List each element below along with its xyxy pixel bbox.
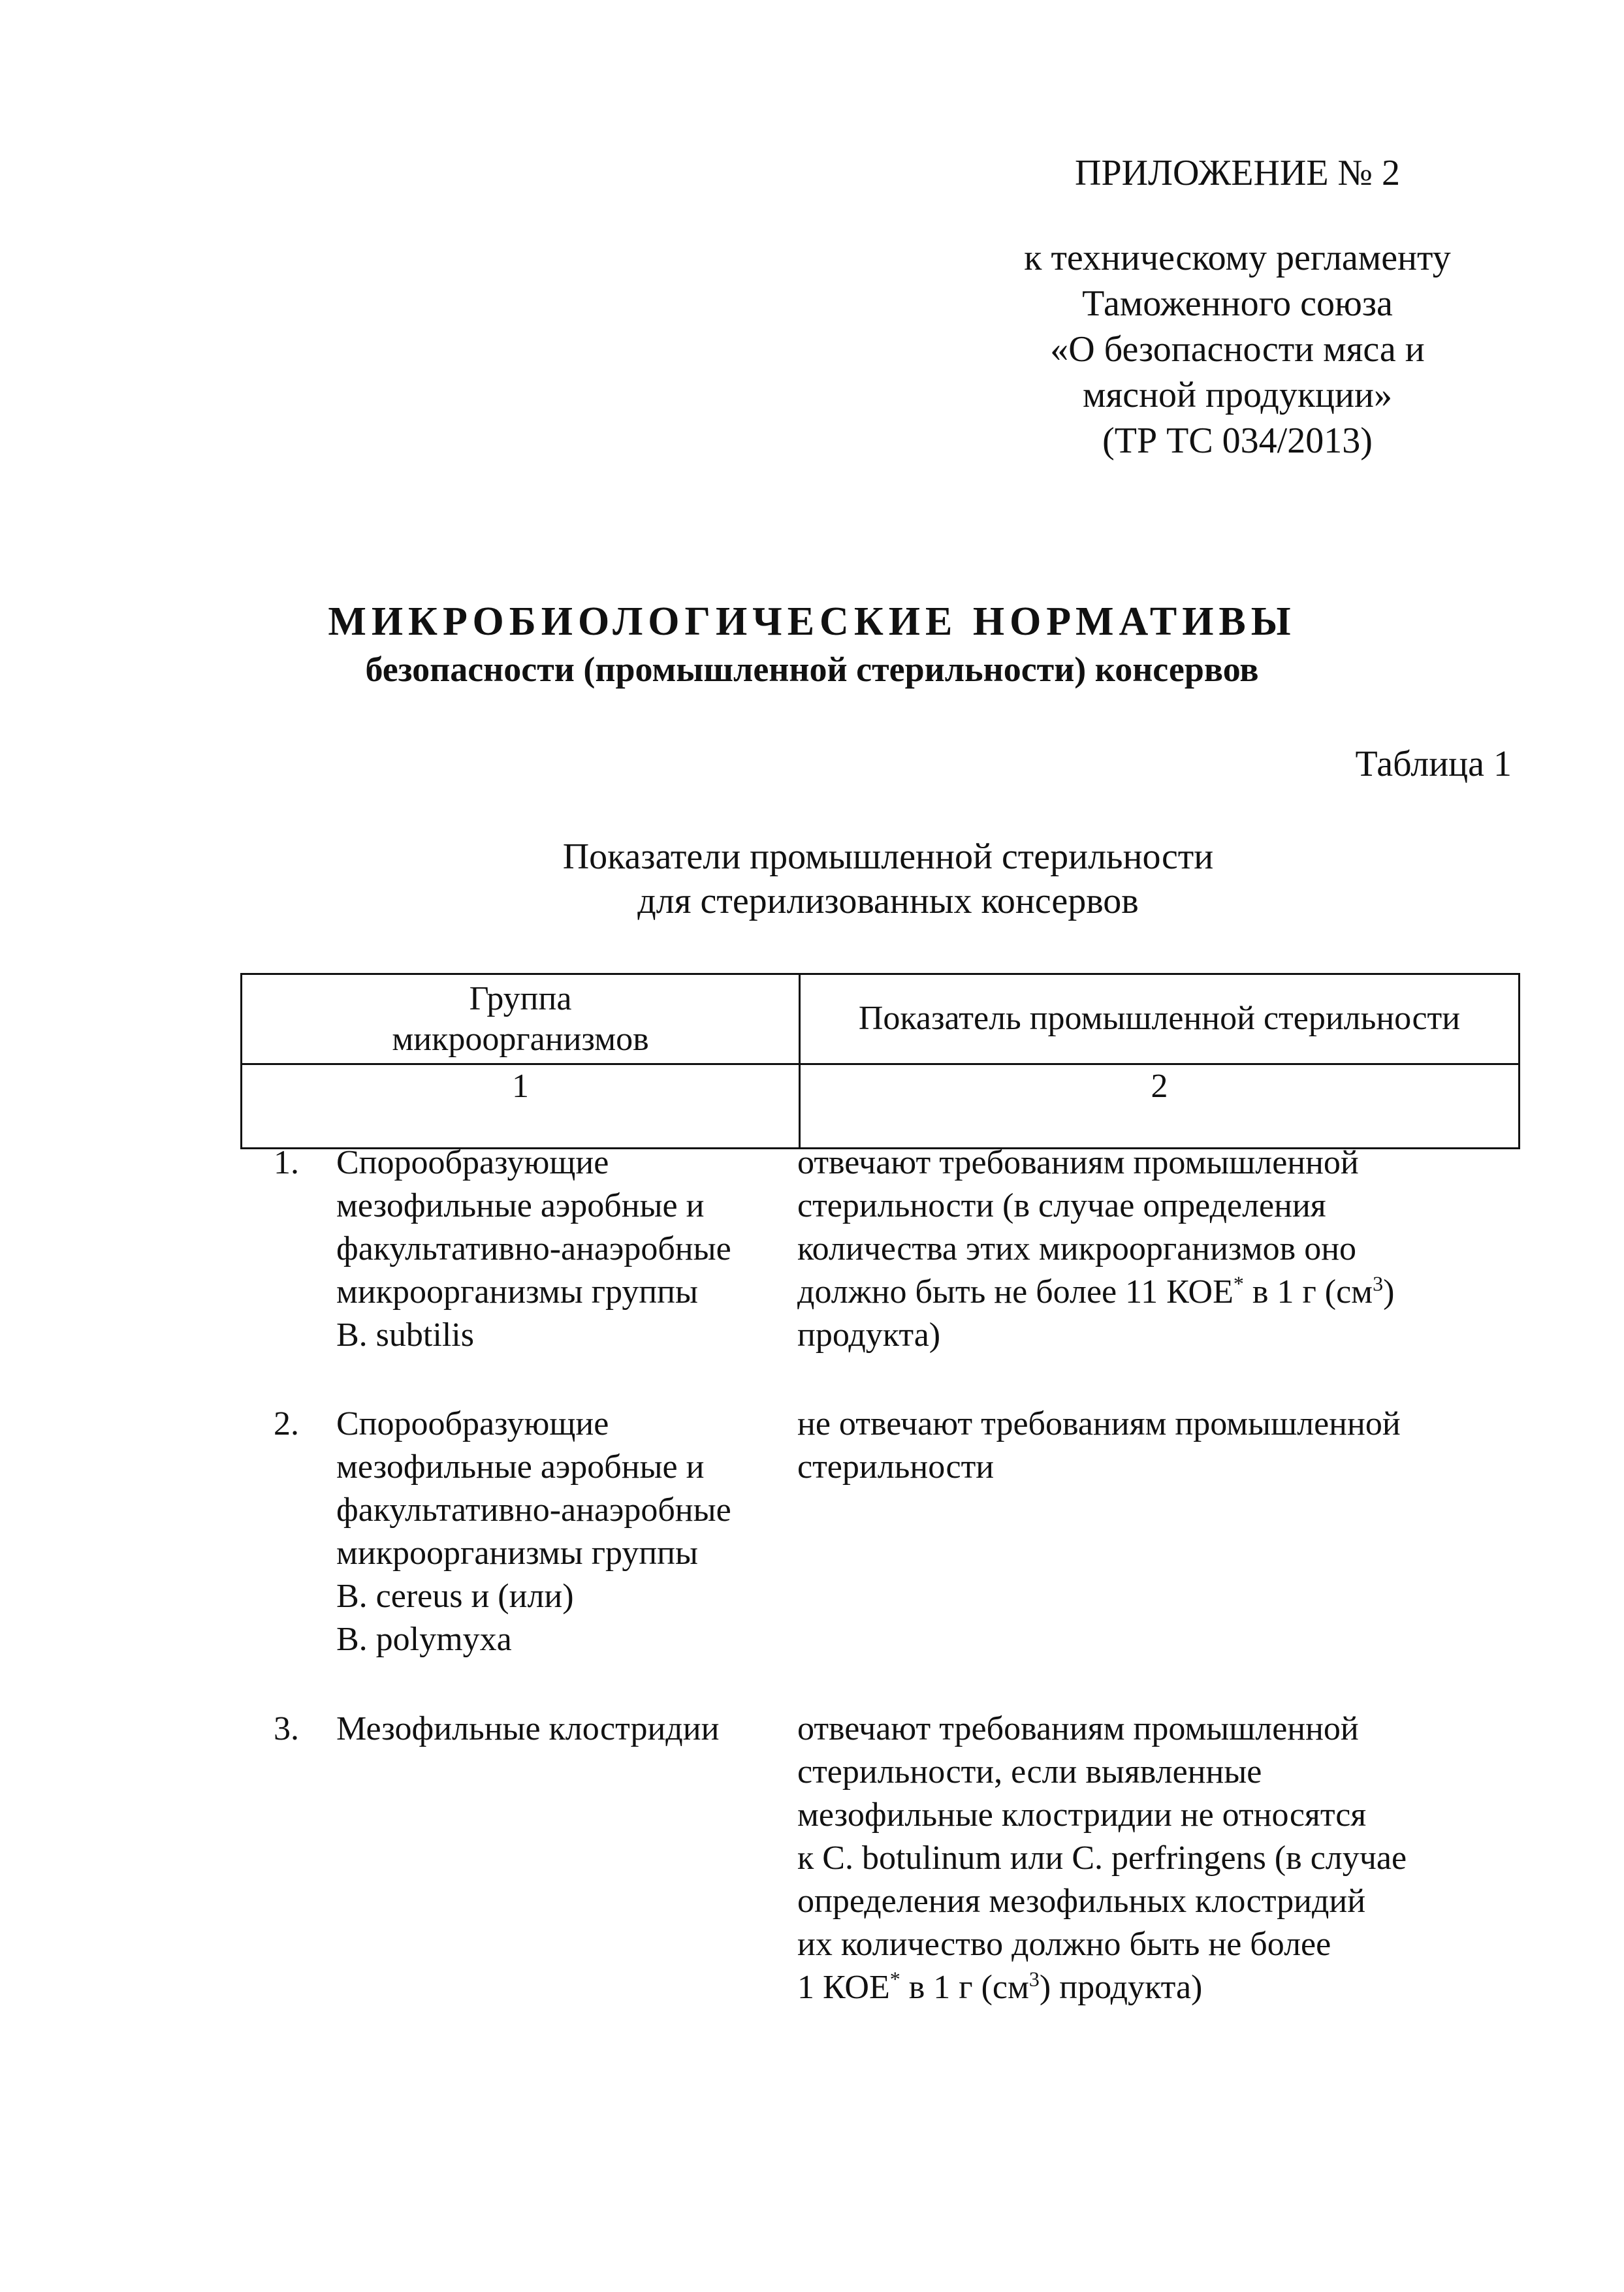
indicator-line: мезофильные клостридии не относятся [797, 1796, 1367, 1834]
indicator-line: количества этих микроорганизмов оно [797, 1230, 1357, 1267]
annex-line: мясной продукции» [1083, 375, 1392, 415]
group-line: мезофильные аэробные и [336, 1448, 705, 1486]
indicator-line: стерильности [797, 1448, 995, 1486]
table-caption-line: Показатели промышленной стерильности [562, 836, 1214, 877]
group-line: B. subtilis [336, 1316, 474, 1354]
indicator-line: их количество должно быть не более [797, 1926, 1331, 1963]
row-number: 1. [274, 1144, 299, 1181]
annex-line: Таможенного союза [1082, 283, 1393, 324]
indicator-line: продукта) [797, 1316, 941, 1354]
row-group [336, 1141, 806, 1357]
group-line: Спорообразующие [336, 1144, 609, 1181]
group-line: мезофильные аэробные и [336, 1187, 705, 1224]
indicator-line: не отвечают требованиям промышленной [797, 1405, 1401, 1442]
annex-title: ПРИЛОЖЕНИЕ № 2 [1075, 153, 1400, 193]
document-title: МИКРОБИОЛОГИЧЕСКИЕ НОРМАТИВЫ [328, 599, 1296, 644]
group-line: микроорганизмы группы [336, 1273, 698, 1311]
row-group [336, 1708, 806, 1751]
header-col2: Показатель промышленной стерильности [858, 1000, 1461, 1037]
row-number: 2. [274, 1405, 299, 1442]
table-label: Таблица 1 [1355, 744, 1512, 784]
indicator-line: стерильности (в случае определения [797, 1187, 1326, 1224]
indicator-line: к C. botulinum или C. perfringens (в случае [797, 1839, 1407, 1877]
table-header [240, 973, 1520, 1149]
annex-block [976, 150, 1499, 464]
header-col1-line: Группа [469, 980, 572, 1017]
table-caption [0, 835, 1624, 923]
header-col1-number: 1 [512, 1068, 529, 1105]
header-col2-number: 2 [1151, 1068, 1168, 1105]
annex-line: к техническому регламенту [1024, 238, 1451, 278]
group-line: Мезофильные клостридии [336, 1710, 720, 1747]
indicator-line: определения мезофильных клостридий [797, 1883, 1366, 1920]
group-line: микроорганизмы группы [336, 1535, 698, 1572]
header-divider [242, 1063, 1518, 1065]
indicator-line: стерильности, если выявленные [797, 1753, 1262, 1791]
group-line: B. polymyxa [336, 1621, 512, 1658]
annex-line: «О безопасности мяса и [1050, 329, 1425, 370]
row-indicator [797, 1708, 1529, 2009]
document-subtitle: безопасности (промышленной стерильности) консервов [365, 650, 1259, 689]
row-indicator [797, 1141, 1529, 1357]
indicator-line: должно быть не более 11 КОЕ* в 1 г $(см^3)$ [797, 1271, 1395, 1311]
header-col1-line: микроорганизмов [392, 1021, 649, 1058]
row-group [336, 1403, 806, 1661]
row-number: 3. [274, 1710, 299, 1747]
indicator-line: отвечают требованиям промышленной [797, 1710, 1359, 1747]
row-indicator [797, 1403, 1529, 1489]
indicator-line: 1 КОЕ* в 1 г $(см^3)$ продукта) [797, 1967, 1203, 2006]
group-line: Спорообразующие [336, 1405, 609, 1442]
table-caption-line: для стерилизованных консервов [637, 881, 1139, 921]
group-line: факультативно-анаэробные [336, 1230, 731, 1267]
group-line: факультативно-анаэробные [336, 1491, 731, 1529]
group-line: B. cereus и (или) [336, 1578, 574, 1615]
indicator-line: отвечают требованиям промышленной [797, 1144, 1359, 1181]
header-col1 [242, 979, 799, 1060]
annex-line: (ТР ТС 034/2013) [1102, 421, 1373, 461]
